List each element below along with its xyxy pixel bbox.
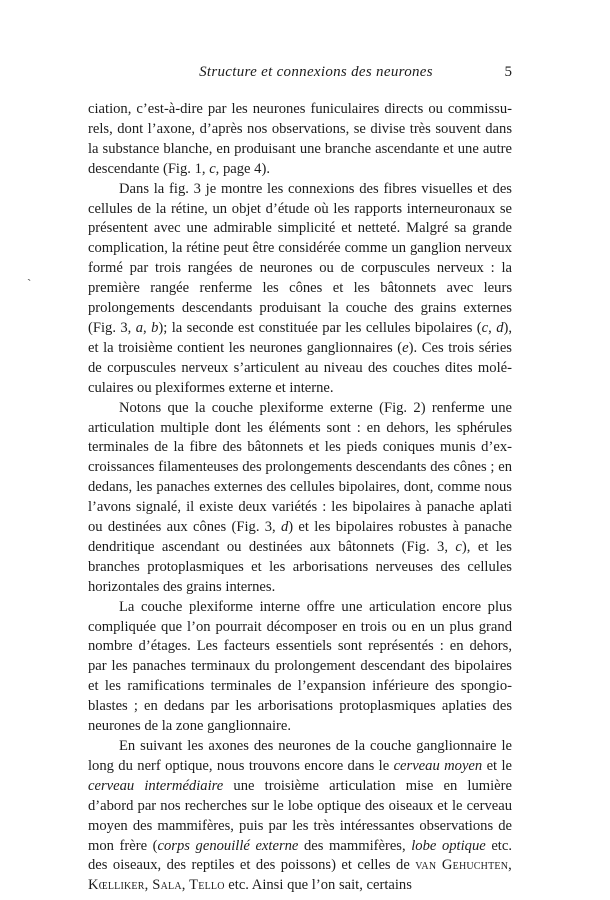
text-run: une troisième articulation mise en lumière d’abord par nos recherches sur le lobe optique des oiseaux et le cerveau moyen des mammifères, puis par les très intéressantes observations de mon frère ( [88, 777, 512, 854]
margin-mark: ` [27, 276, 32, 291]
text-run: des mammifères, [298, 837, 412, 854]
italic-run: b [151, 319, 159, 336]
body-text [88, 100, 512, 896]
text-run: Dans la fig. 3 je montre les connexions des fibres visuelles et des cellules de la rétine, un objet d’étude où les rapports interneuronaux se présentent avec une admirable simplicité et netteté. Malgré sa grande complication, la rétine peut être considérée comme un ganglion nerveux formé par trois rangées de neurones ou de corpuscules nerveux : la première rangée renferme les cônes et les bâtonnets avec leurs prolongements descendants produisant la couche des grains externes (Fig. 3, [88, 180, 512, 336]
italic-run: c [481, 319, 489, 336]
text-run: ), et la troisième contient les neurones ganglionnaires ( [88, 319, 513, 356]
italic-run: cerveau intermédiaire [88, 777, 224, 794]
italic-run: d [280, 519, 289, 536]
text-run: ), et les branches protoplasmiques et les arborisations nerveuses des cellules horizontales des grains internes. [88, 538, 512, 595]
paragraph [88, 737, 512, 896]
text-run: , page 4). [215, 160, 270, 177]
text-run: ) et les bipolaires robustes à panache dendritique ascendant ou destinées aux bâtonnets (Fig. 3, [88, 519, 512, 555]
page-number: 5 [504, 64, 512, 80]
text-run: , [143, 319, 152, 336]
text-run: etc. Ainsi que l’on sait, certains [224, 877, 412, 894]
paragraph [88, 100, 512, 180]
text-run: La couche plexiforme interne offre une articulation encore plus compliquée que l’on pourrait décomposer en trois ou en un plus grand nombre d’étages. Les facteurs essentiels sont représentés : en dehors, par les panaches terminaux du prolongement descendant des bipolaires et les ramifications terminales de l’expansion inférieure des spongioblastes ; en dedans par les arborisations protoplasmiques aplaties des neurones de la zone ganglionnaire. [88, 598, 512, 735]
text-run: En suivant les axones des neurones de la couche ganglionnaire le long du nerf optique, nous trouvons encore dans le [88, 738, 512, 774]
italic-run: corps genouillé externe [157, 837, 299, 854]
italic-run: c [455, 538, 462, 555]
text-run: ). Ces trois séries de corpuscules nerveux s’articulent au niveau des couches dites moléculaires ou plexiformes externe et interne. [88, 339, 512, 396]
italic-run: c [209, 160, 216, 177]
paragraph [88, 180, 512, 399]
running-header [120, 64, 512, 86]
text-run: , [488, 319, 497, 336]
italic-run: e [402, 339, 409, 356]
text-run: et le [482, 757, 512, 774]
italic-run: cerveau moyen [393, 757, 483, 774]
text-run: etc. des oiseaux, des reptiles et des poissons) et celles de [88, 837, 512, 874]
author-names: van Gehuchten, Kœlliker, Sala, Tello [88, 857, 512, 894]
text-run: Notons que la couche plexiforme externe (Fig. 2) renferme une articulation multiple dont les éléments sont : en dehors, les sphérules terminales de la fibre des bâtonnets et les pieds coniques munis d’excroissances filamenteuses des prolongements descendants des cônes ; en dedans, les panaches externes des cellules bipolaires, dont, comme nous l’avons signalé, il existe deux variétés : les bipolaires à panache aplati ou destinées aux cônes (Fig. 3, [88, 399, 512, 536]
paragraph [88, 399, 512, 598]
text-run: ciation, c’est-à-dire par les neurones funiculaires directs ou commissurels, dont l’axone, d’après nos observations, se divise très souvent dans la substance blanche, en produisant une branche ascendante et une autre descendante (Fig. 1, [88, 101, 512, 177]
text-run: ); la seconde est constituée par les cellules bipolaires ( [158, 319, 482, 336]
italic-run: a [135, 319, 144, 336]
paragraph [88, 598, 512, 737]
italic-run: d [496, 319, 504, 336]
italic-run: lobe optique [411, 837, 486, 854]
running-title: Structure et connexions des neurones [199, 64, 433, 80]
